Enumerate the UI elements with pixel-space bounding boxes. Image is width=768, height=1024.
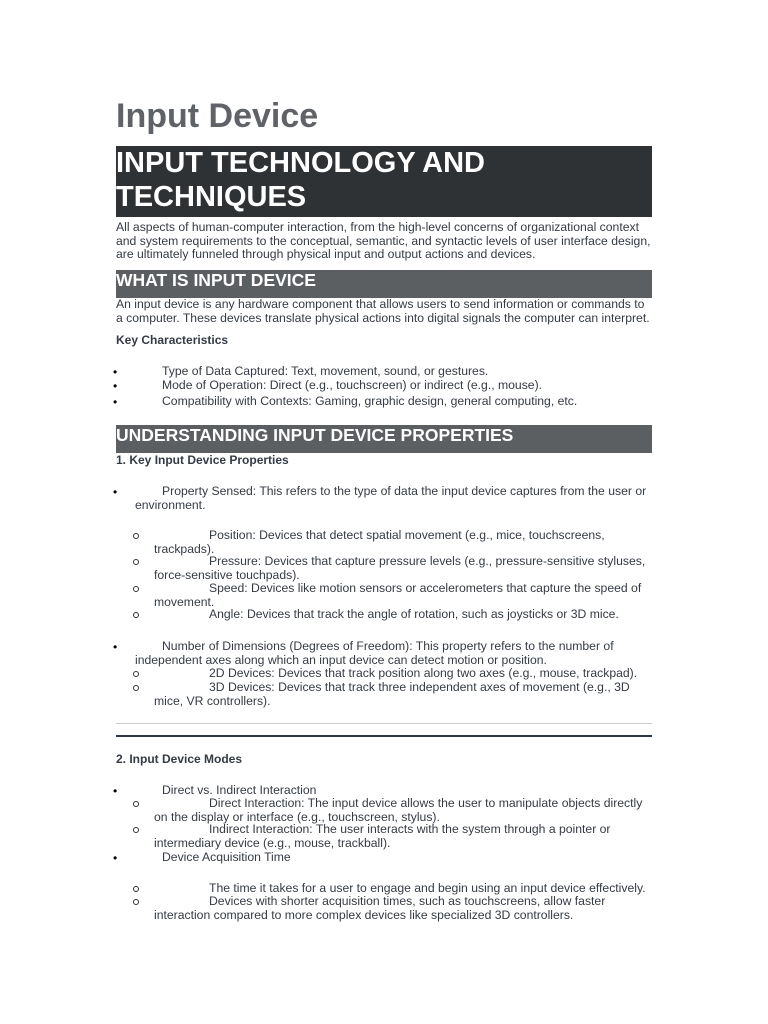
- bullet-icon: •: [113, 640, 118, 654]
- list-line: Number of Dimensions (Degrees of Freedom): This property refers to the number of: [162, 639, 614, 653]
- intro-line: All aspects of human-computer interaction, from the high-level concerns of organizational context: [116, 220, 639, 234]
- list-line: Property Sensed: This refers to the type of data the input device captures from the user or: [162, 484, 647, 498]
- main-banner-line-1: INPUT TECHNOLOGY AND: [116, 147, 485, 179]
- intro-line: are ultimately funneled through physical input and output actions and devices.: [116, 247, 536, 261]
- main-banner: [116, 146, 652, 217]
- list-line: on the display or interface (e.g., touchscreen, stylus).: [154, 809, 440, 824]
- circle-bullet-icon: [133, 899, 139, 905]
- list-line: Pressure: Devices that capture pressure levels (e.g., pressure-sensitive styluses,: [209, 554, 646, 568]
- bullet-icon: •: [113, 485, 118, 499]
- circle-bullet-icon: [133, 559, 139, 565]
- circle-bullet-icon: [133, 671, 139, 677]
- list-line: Speed: Devices like motion sensors or accelerometers that capture the speed of: [209, 581, 642, 595]
- list-line: environment.: [135, 497, 206, 512]
- section-heading-properties: UNDERSTANDING INPUT DEVICE PROPERTIES: [116, 425, 652, 453]
- list-line: Direct Interaction: The input device allows the user to manipulate objects directly: [209, 796, 643, 810]
- bullet-icon: •: [113, 784, 118, 798]
- intro-line: and system requirements to the conceptual, semantic, and syntactic levels of user interface design,: [116, 233, 651, 248]
- sub-list-item: [154, 681, 654, 708]
- list-line: Devices with shorter acquisition times, such as touchscreens, allow faster: [209, 894, 606, 908]
- list-item: Mode of Operation: Direct (e.g., touchscreen) or indirect (e.g., mouse).: [162, 378, 543, 392]
- list-line: intermediary device (e.g., mouse, trackball).: [154, 835, 391, 850]
- circle-bullet-icon: [133, 533, 139, 539]
- sub-list-item: [154, 823, 654, 850]
- list-line: 2D Devices: Devices that track position along two axes (e.g., mouse, trackpad).: [209, 666, 638, 680]
- subsection-heading-2: 2. Input Device Modes: [116, 752, 243, 766]
- intro-paragraph: [116, 221, 656, 262]
- circle-bullet-icon: [133, 886, 139, 892]
- list-item-property-sensed: [135, 485, 655, 512]
- sub-list-item: [154, 529, 654, 556]
- key-characteristics-heading: Key Characteristics: [116, 333, 229, 347]
- list-item: Type of Data Captured: Text, movement, sound, or gestures.: [162, 364, 489, 378]
- list-line: Position: Devices that detect spatial movement (e.g., mice, touchscreens,: [209, 528, 605, 542]
- list-item: Compatibility with Contexts: Gaming, graphic design, general computing, etc.: [162, 394, 578, 408]
- list-line: movement.: [154, 594, 215, 609]
- list-item: Direct vs. Indirect Interaction: [162, 783, 317, 797]
- circle-bullet-icon: [133, 801, 139, 807]
- subsection-heading-1: 1. Key Input Device Properties: [116, 453, 289, 467]
- list-item: Device Acquisition Time: [162, 850, 291, 864]
- sub-list-item: [154, 895, 654, 922]
- list-line: Indirect Interaction: The user interacts with the system through a pointer or: [209, 822, 611, 836]
- list-line: Angle: Devices that track the angle of rotation, such as joysticks or 3D mice.: [209, 607, 619, 621]
- list-line: force-sensitive touchpads).: [154, 567, 300, 582]
- circle-bullet-icon: [133, 685, 139, 691]
- circle-bullet-icon: [133, 612, 139, 618]
- list-line: trackpads).: [154, 541, 215, 556]
- list-line: mice, VR controllers).: [154, 693, 271, 708]
- bullet-icon: •: [113, 365, 118, 379]
- list-line: interaction compared to more complex devices like specialized 3D controllers.: [154, 907, 574, 922]
- divider: [116, 735, 652, 737]
- list-line: 3D Devices: Devices that track three independent axes of movement (e.g., 3D: [209, 680, 630, 694]
- list-line: The time it takes for a user to engage and begin using an input device effectively.: [209, 881, 646, 895]
- section-heading-what: WHAT IS INPUT DEVICE: [116, 270, 652, 298]
- document-title: Input Device: [116, 97, 319, 135]
- list-item-dimensions: [135, 640, 655, 667]
- what-line: a computer. These devices translate physical actions into digital signals the computer can interpret.: [116, 310, 650, 325]
- sub-list-item: [154, 608, 654, 622]
- sub-list-item: [154, 582, 654, 609]
- divider: [116, 723, 652, 724]
- circle-bullet-icon: [133, 827, 139, 833]
- main-banner-line-2: TECHNIQUES: [116, 181, 307, 213]
- sub-list-item: [154, 797, 654, 824]
- what-line: An input device is any hardware component that allows users to send information or commands to: [116, 297, 645, 311]
- sub-list-item: [154, 555, 654, 582]
- sub-list-item: [154, 667, 654, 681]
- bullet-icon: •: [113, 395, 118, 409]
- list-line: independent axes along which an input device can detect motion or position.: [135, 652, 547, 667]
- circle-bullet-icon: [133, 586, 139, 592]
- bullet-icon: •: [113, 851, 118, 865]
- what-paragraph: [116, 298, 656, 325]
- bullet-icon: •: [113, 379, 118, 393]
